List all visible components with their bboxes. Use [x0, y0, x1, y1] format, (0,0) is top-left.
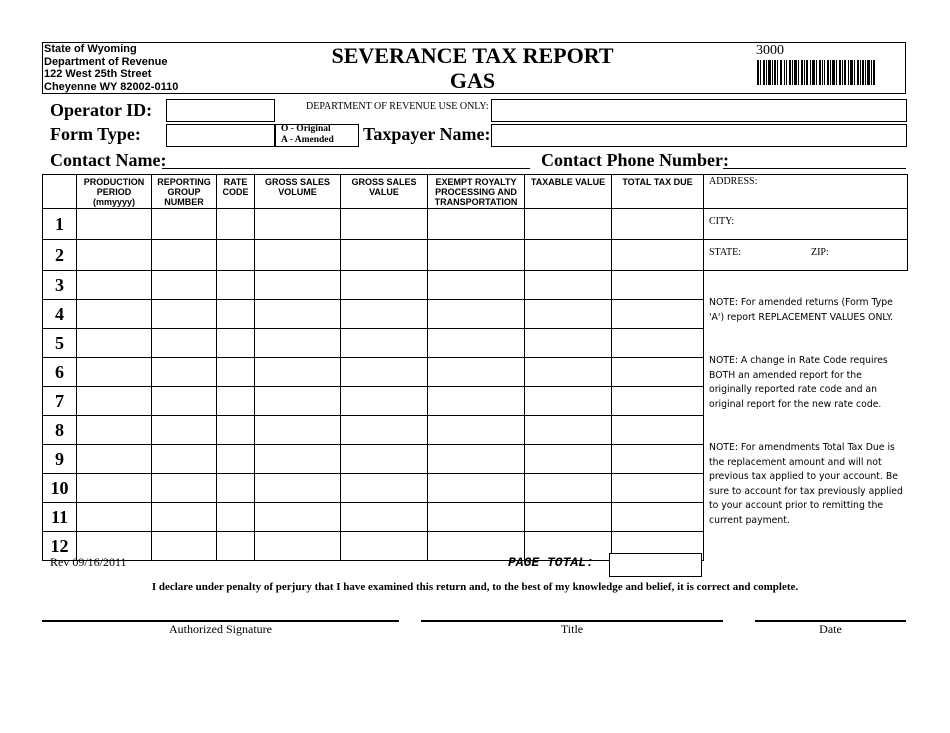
- table-cell[interactable]: [525, 503, 612, 532]
- column-header: TOTAL TAX DUE: [612, 175, 704, 209]
- table-row: [43, 240, 908, 271]
- table-cell[interactable]: [525, 387, 612, 416]
- table-cell[interactable]: [341, 474, 428, 503]
- table-cell[interactable]: [525, 416, 612, 445]
- note-line: current payment.: [709, 514, 790, 526]
- table-cell[interactable]: [217, 358, 255, 387]
- form-type-option: O - Original: [281, 124, 331, 134]
- table-cell[interactable]: [612, 329, 704, 358]
- title-label: Title: [560, 622, 584, 636]
- agency-address: [44, 43, 214, 95]
- table-cell[interactable]: [612, 300, 704, 329]
- table-cell[interactable]: [217, 300, 255, 329]
- table-cell[interactable]: [612, 503, 704, 532]
- note-line: previous tax applied to your account. Be: [709, 471, 898, 482]
- table-cell[interactable]: [152, 358, 217, 387]
- table-cell[interactable]: [428, 240, 525, 271]
- table-cell[interactable]: [255, 387, 341, 416]
- table-cell[interactable]: [152, 329, 217, 358]
- note-line: original report for the new rate code.: [709, 398, 882, 410]
- table-cell[interactable]: [217, 329, 255, 358]
- form-type-label: Form Type:: [50, 124, 141, 144]
- row-number: 6: [43, 358, 77, 387]
- table-cell[interactable]: [428, 209, 525, 240]
- table-cell[interactable]: [152, 387, 217, 416]
- contact-phone-label: Contact Phone Number:: [541, 150, 729, 170]
- table-cell[interactable]: [341, 358, 428, 387]
- note-line: the replacement amount and will not: [709, 456, 882, 468]
- table-cell[interactable]: [612, 209, 704, 240]
- table-cell[interactable]: [341, 387, 428, 416]
- contact-phone-line[interactable]: [723, 168, 906, 169]
- form-type-option: A - Amended: [281, 135, 334, 145]
- operator-id-field[interactable]: [166, 99, 275, 122]
- table-cell[interactable]: [525, 209, 612, 240]
- table-cell[interactable]: [77, 387, 152, 416]
- table-cell[interactable]: [612, 240, 704, 271]
- table-cell[interactable]: [217, 532, 255, 561]
- city-cell[interactable]: [704, 209, 908, 240]
- note-line: originally reported rate code and an: [709, 384, 878, 395]
- table-cell[interactable]: [428, 358, 525, 387]
- table-cell[interactable]: [152, 209, 217, 240]
- table-cell[interactable]: [152, 474, 217, 503]
- table-cell[interactable]: [152, 532, 217, 561]
- row-number: 9: [43, 445, 77, 474]
- table-cell[interactable]: [217, 240, 255, 271]
- barcode-icon: [757, 60, 875, 85]
- table-cell[interactable]: [255, 532, 341, 561]
- table-cell[interactable]: [341, 240, 428, 271]
- notes-panel: [704, 271, 908, 561]
- contact-name-label: Contact Name:: [50, 150, 167, 170]
- revision-date: Rev 09/16/2011: [50, 555, 127, 569]
- table-cell[interactable]: [77, 416, 152, 445]
- table-cell[interactable]: [525, 329, 612, 358]
- tax-table: [42, 174, 908, 561]
- table-cell[interactable]: [341, 532, 428, 561]
- table-cell[interactable]: [612, 474, 704, 503]
- form-number: 3000: [756, 43, 784, 58]
- contact-name-line[interactable]: [162, 168, 530, 169]
- row-number: 1: [43, 209, 77, 240]
- table-cell[interactable]: [255, 329, 341, 358]
- table-cell[interactable]: [255, 271, 341, 300]
- table-cell[interactable]: [217, 416, 255, 445]
- table-cell[interactable]: [341, 503, 428, 532]
- table-cell[interactable]: [217, 387, 255, 416]
- table-cell[interactable]: [428, 329, 525, 358]
- table-cell[interactable]: [341, 445, 428, 474]
- perjury-declaration: I declare under penalty of perjury that I have examined this return and, to the best of my knowledge and belief, it is correct and complete.: [151, 581, 799, 593]
- row-number: 5: [43, 329, 77, 358]
- table-cell[interactable]: [525, 240, 612, 271]
- note-line: BOTH an amended report for the: [709, 369, 862, 381]
- table-cell[interactable]: [217, 503, 255, 532]
- note-line: NOTE: For amended returns (Form Type: [709, 297, 893, 308]
- city-label: CITY:: [709, 216, 735, 227]
- form-type-field[interactable]: [166, 124, 275, 147]
- table-cell[interactable]: [255, 503, 341, 532]
- table-cell[interactable]: [152, 416, 217, 445]
- signature-label: Authorized Signature: [169, 622, 272, 636]
- table-cell[interactable]: [525, 271, 612, 300]
- table-cell[interactable]: [428, 416, 525, 445]
- table-cell[interactable]: [77, 358, 152, 387]
- row-number: 4: [43, 300, 77, 329]
- dor-use-label: DEPARTMENT OF REVENUE USE ONLY:: [306, 101, 489, 112]
- column-header: REPORTING GROUP NUMBER: [152, 175, 217, 209]
- table-cell[interactable]: [77, 445, 152, 474]
- table-cell[interactable]: [255, 445, 341, 474]
- taxpayer-name-field[interactable]: [491, 124, 907, 147]
- table-cell[interactable]: [255, 416, 341, 445]
- table-cell[interactable]: [152, 300, 217, 329]
- table-cell[interactable]: [612, 387, 704, 416]
- table-cell[interactable]: [341, 300, 428, 329]
- form-title: SEVERANCE TAX REPORT: [331, 43, 614, 68]
- table-cell[interactable]: [217, 474, 255, 503]
- table-cell[interactable]: [428, 387, 525, 416]
- form-subtitle: GAS: [449, 68, 496, 93]
- form-type-options-text: [281, 124, 334, 146]
- table-cell[interactable]: [152, 503, 217, 532]
- table-cell[interactable]: [77, 240, 152, 271]
- dor-use-field[interactable]: [491, 99, 907, 122]
- table-cell[interactable]: [525, 474, 612, 503]
- column-header: PRODUCTION PERIOD (mmyyyy): [77, 175, 152, 209]
- table-cell[interactable]: [152, 240, 217, 271]
- note-line: NOTE: For amendments Total Tax Due is: [709, 442, 895, 453]
- table-cell[interactable]: [612, 271, 704, 300]
- table-cell[interactable]: [77, 329, 152, 358]
- table-cell[interactable]: [152, 271, 217, 300]
- table-row: [43, 209, 908, 240]
- agency-line: 122 West 25th Street: [44, 68, 152, 80]
- note-amended-values: [709, 296, 908, 325]
- address-label: ADDRESS:: [709, 176, 758, 187]
- table-cell[interactable]: [255, 358, 341, 387]
- row-number: 11: [43, 503, 77, 532]
- note-line: to your account prior to remitting the: [709, 500, 884, 511]
- table-row: [43, 271, 908, 300]
- table-cell[interactable]: [428, 271, 525, 300]
- column-header-row-number: [43, 175, 77, 209]
- table-cell[interactable]: [525, 358, 612, 387]
- note-line: sure to account for tax previously applied: [709, 485, 903, 497]
- table-cell[interactable]: [341, 209, 428, 240]
- table-cell[interactable]: [77, 271, 152, 300]
- column-header: TAXABLE VALUE: [525, 175, 612, 209]
- column-header: RATE CODE: [217, 175, 255, 209]
- note-line: NOTE: A change in Rate Code requires: [709, 355, 888, 366]
- note-line: 'A') report REPLACEMENT VALUES ONLY.: [709, 311, 894, 323]
- column-header: GROSS SALES VOLUME: [255, 175, 341, 209]
- address-cell[interactable]: [704, 175, 908, 209]
- table-cell[interactable]: [612, 416, 704, 445]
- column-header: GROSS SALES VALUE: [341, 175, 428, 209]
- operator-id-label: Operator ID:: [50, 100, 153, 120]
- date-label: Date: [819, 622, 842, 636]
- table-cell[interactable]: [255, 240, 341, 271]
- table-cell[interactable]: [525, 445, 612, 474]
- table-cell[interactable]: [612, 445, 704, 474]
- taxpayer-name-label: Taxpayer Name:: [363, 124, 491, 144]
- table-cell[interactable]: [612, 358, 704, 387]
- row-number: 3: [43, 271, 77, 300]
- page-total-label: PAGE TOTAL:: [508, 555, 594, 570]
- table-cell[interactable]: [341, 271, 428, 300]
- table-cell[interactable]: [428, 503, 525, 532]
- table-cell[interactable]: [77, 300, 152, 329]
- table-cell[interactable]: [217, 209, 255, 240]
- table-cell[interactable]: [428, 445, 525, 474]
- row-number: 10: [43, 474, 77, 503]
- table-cell[interactable]: [255, 300, 341, 329]
- table-cell[interactable]: [217, 271, 255, 300]
- zip-label: ZIP:: [810, 247, 829, 258]
- table-cell[interactable]: [428, 300, 525, 329]
- agency-line: Department of Revenue: [44, 55, 168, 68]
- note-rate-code: [709, 354, 908, 412]
- table-cell[interactable]: [77, 503, 152, 532]
- state-zip-cell[interactable]: [704, 240, 908, 271]
- table-cell[interactable]: [428, 474, 525, 503]
- table-cell[interactable]: [255, 209, 341, 240]
- table-cell[interactable]: [255, 474, 341, 503]
- row-number: 7: [43, 387, 77, 416]
- table-cell[interactable]: [152, 445, 217, 474]
- row-number: 8: [43, 416, 77, 445]
- table-cell[interactable]: [217, 445, 255, 474]
- row-number: 12: [43, 532, 77, 561]
- table-cell[interactable]: [341, 329, 428, 358]
- agency-line: State of Wyoming: [44, 43, 137, 55]
- table-cell[interactable]: [77, 209, 152, 240]
- table-cell[interactable]: [77, 474, 152, 503]
- agency-line: Cheyenne WY 82002-0110: [44, 80, 179, 93]
- page-total-field[interactable]: [609, 553, 702, 577]
- note-total-tax-due: [709, 441, 908, 528]
- column-header: EXEMPT ROYALTY PROCESSING AND TRANSPORTATION: [428, 175, 525, 209]
- row-number: 2: [43, 240, 77, 271]
- table-cell[interactable]: [525, 300, 612, 329]
- state-label: STATE:: [709, 247, 741, 258]
- table-cell[interactable]: [341, 416, 428, 445]
